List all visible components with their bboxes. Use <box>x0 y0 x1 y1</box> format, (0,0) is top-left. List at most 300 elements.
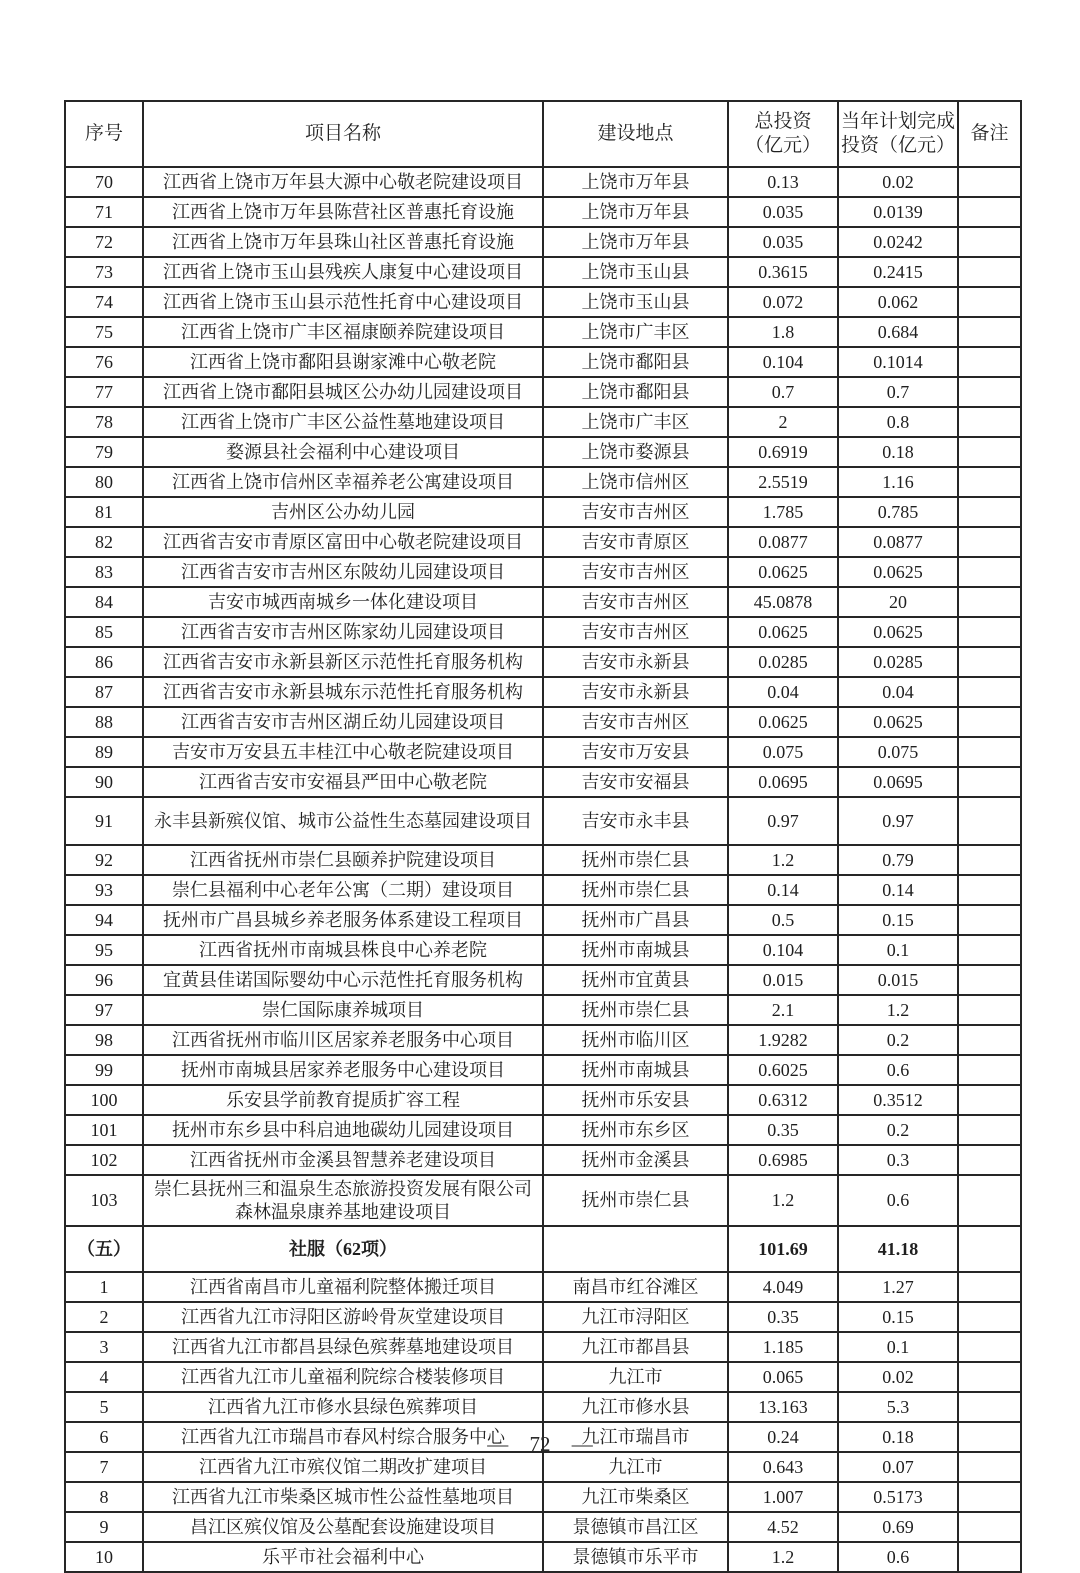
table-row <box>65 737 1021 767</box>
table-row <box>65 557 1021 587</box>
table-row <box>65 197 1021 227</box>
column-header-location: 建设地点 <box>543 101 728 167</box>
cell-location: 吉安市永新县 <box>543 677 728 707</box>
cell-total-investment: 0.6919 <box>728 437 838 467</box>
cell-remark <box>958 1512 1021 1542</box>
cell-location: 上饶市婺源县 <box>543 437 728 467</box>
cell-project-name: 江西省九江市瑞昌市春风村综合服务中心 <box>143 1422 543 1452</box>
cell-remark <box>958 1362 1021 1392</box>
cell-annual-investment: 0.07 <box>838 1452 958 1482</box>
table-row <box>65 407 1021 437</box>
cell-location: 上饶市万年县 <box>543 167 728 197</box>
cell-annual-investment: 0.0139 <box>838 197 958 227</box>
cell-annual-investment: 0.6 <box>838 1542 958 1572</box>
cell-serial: 1 <box>65 1272 143 1302</box>
cell-location: 上饶市玉山县 <box>543 287 728 317</box>
cell-location: 上饶市广丰区 <box>543 317 728 347</box>
cell-total-investment: 0.0695 <box>728 767 838 797</box>
cell-serial: 9 <box>65 1512 143 1542</box>
cell-remark <box>958 995 1021 1025</box>
cell-serial: 89 <box>65 737 143 767</box>
cell-location: 抚州市崇仁县 <box>543 1175 728 1226</box>
table-row <box>65 317 1021 347</box>
cell-serial: 103 <box>65 1175 143 1226</box>
cell-project-name: 江西省上饶市信州区幸福养老公寓建设项目 <box>143 467 543 497</box>
cell-project-name: 江西省上饶市玉山县示范性托育中心建设项目 <box>143 287 543 317</box>
cell-total-investment: 0.97 <box>728 797 838 845</box>
cell-serial: 73 <box>65 257 143 287</box>
cell-serial: 79 <box>65 437 143 467</box>
table-row <box>65 1175 1021 1226</box>
cell-location: 吉安市青原区 <box>543 527 728 557</box>
cell-remark <box>958 197 1021 227</box>
cell-project-name: 江西省上饶市广丰区福康颐养院建设项目 <box>143 317 543 347</box>
cell-remark <box>958 1302 1021 1332</box>
cell-remark <box>958 1085 1021 1115</box>
cell-annual-investment: 0.062 <box>838 287 958 317</box>
cell-annual-investment: 0.15 <box>838 1302 958 1332</box>
cell-serial: 7 <box>65 1452 143 1482</box>
cell-serial: 83 <box>65 557 143 587</box>
cell-location: 南昌市红谷滩区 <box>543 1272 728 1302</box>
cell-total-investment: 0.3615 <box>728 257 838 287</box>
cell-serial: 100 <box>65 1085 143 1115</box>
table-row <box>65 527 1021 557</box>
cell-location: 上饶市鄱阳县 <box>543 347 728 377</box>
table-row <box>65 647 1021 677</box>
table-row <box>65 767 1021 797</box>
cell-project-name: 抚州市广昌县城乡养老服务体系建设工程项目 <box>143 905 543 935</box>
table-row <box>65 287 1021 317</box>
cell-project-name: 崇仁县福利中心老年公寓（二期）建设项目 <box>143 875 543 905</box>
cell-total-investment: 0.0625 <box>728 617 838 647</box>
cell-project-name: 婺源县社会福利中心建设项目 <box>143 437 543 467</box>
table-row <box>65 347 1021 377</box>
cell-total-investment: 0.35 <box>728 1302 838 1332</box>
cell-serial: 8 <box>65 1482 143 1512</box>
cell-annual-investment: 0.3512 <box>838 1085 958 1115</box>
cell-total-investment: 0.065 <box>728 1362 838 1392</box>
header-row <box>65 101 1021 167</box>
cell-location: 吉安市吉州区 <box>543 497 728 527</box>
cell-location: 九江市柴桑区 <box>543 1482 728 1512</box>
cell-location: 上饶市鄱阳县 <box>543 377 728 407</box>
cell-total-investment: 1.185 <box>728 1332 838 1362</box>
cell-project-name: 江西省吉安市吉州区陈家幼儿园建设项目 <box>143 617 543 647</box>
cell-remark <box>958 797 1021 845</box>
cell-project-name: 永丰县新殡仪馆、城市公益性生态墓园建设项目 <box>143 797 543 845</box>
cell-serial: 82 <box>65 527 143 557</box>
annual-investment-label-line2: 投资（亿元） <box>841 135 956 156</box>
table-row <box>65 227 1021 257</box>
cell-serial: 88 <box>65 707 143 737</box>
cell-serial: 91 <box>65 797 143 845</box>
cell-serial: 95 <box>65 935 143 965</box>
cell-project-name: 江西省抚州市南城县株良中心养老院 <box>143 935 543 965</box>
cell-remark <box>958 767 1021 797</box>
cell-remark <box>958 1055 1021 1085</box>
cell-annual-investment: 0.2 <box>838 1115 958 1145</box>
column-header-total-investment <box>728 101 838 167</box>
cell-total-investment: 1.9282 <box>728 1025 838 1055</box>
cell-location <box>543 1226 728 1272</box>
cell-remark <box>958 257 1021 287</box>
cell-annual-investment: 0.02 <box>838 1362 958 1392</box>
cell-annual-investment: 0.0625 <box>838 557 958 587</box>
cell-project-name: 江西省吉安市吉州区湖丘幼儿园建设项目 <box>143 707 543 737</box>
table-row <box>65 965 1021 995</box>
cell-total-investment: 1.2 <box>728 845 838 875</box>
cell-project-name: 江西省九江市殡仪馆二期改扩建项目 <box>143 1452 543 1482</box>
cell-remark <box>958 1175 1021 1226</box>
table-row <box>65 935 1021 965</box>
cell-total-investment: 0.14 <box>728 875 838 905</box>
table-row <box>65 905 1021 935</box>
cell-remark <box>958 1115 1021 1145</box>
cell-remark <box>958 1145 1021 1175</box>
cell-location: 抚州市南城县 <box>543 935 728 965</box>
cell-project-name: 江西省吉安市永新县城东示范性托育服务机构 <box>143 677 543 707</box>
cell-annual-investment: 1.27 <box>838 1272 958 1302</box>
cell-project-name: 江西省吉安市吉州区东陂幼儿园建设项目 <box>143 557 543 587</box>
cell-annual-investment: 0.015 <box>838 965 958 995</box>
cell-total-investment: 0.015 <box>728 965 838 995</box>
cell-remark <box>958 845 1021 875</box>
cell-annual-investment: 0.0625 <box>838 707 958 737</box>
cell-annual-investment: 0.7 <box>838 377 958 407</box>
cell-annual-investment: 0.2 <box>838 1025 958 1055</box>
cell-location: 吉安市吉州区 <box>543 707 728 737</box>
cell-location: 九江市 <box>543 1452 728 1482</box>
cell-location: 吉安市永丰县 <box>543 797 728 845</box>
cell-remark <box>958 677 1021 707</box>
cell-annual-investment: 0.97 <box>838 797 958 845</box>
cell-remark <box>958 1025 1021 1055</box>
cell-project-name: 社服（62项） <box>143 1226 543 1272</box>
cell-project-name: 乐平市社会福利中心 <box>143 1542 543 1572</box>
cell-location: 上饶市信州区 <box>543 467 728 497</box>
cell-annual-investment: 0.14 <box>838 875 958 905</box>
cell-annual-investment: 0.075 <box>838 737 958 767</box>
cell-project-name: 昌江区殡仪馆及公墓配套设施建设项目 <box>143 1512 543 1542</box>
cell-location: 九江市都昌县 <box>543 1332 728 1362</box>
cell-serial: 81 <box>65 497 143 527</box>
table-row <box>65 1025 1021 1055</box>
cell-remark <box>958 1482 1021 1512</box>
cell-remark <box>958 1226 1021 1272</box>
cell-annual-investment: 0.5173 <box>838 1482 958 1512</box>
cell-annual-investment: 0.1014 <box>838 347 958 377</box>
cell-location: 抚州市金溪县 <box>543 1145 728 1175</box>
table-row <box>65 1085 1021 1115</box>
column-header-remark: 备注 <box>958 101 1021 167</box>
cell-remark <box>958 557 1021 587</box>
cell-location: 九江市浔阳区 <box>543 1302 728 1332</box>
cell-remark <box>958 707 1021 737</box>
cell-project-name: 江西省吉安市安福县严田中心敬老院 <box>143 767 543 797</box>
cell-annual-investment: 0.79 <box>838 845 958 875</box>
cell-remark <box>958 935 1021 965</box>
cell-location: 上饶市广丰区 <box>543 407 728 437</box>
table-row <box>65 1115 1021 1145</box>
cell-project-name: 江西省上饶市万年县珠山社区普惠托育设施 <box>143 227 543 257</box>
annual-investment-label-line1: 当年计划完成 <box>841 111 956 133</box>
cell-serial: 2 <box>65 1302 143 1332</box>
cell-remark <box>958 437 1021 467</box>
cell-remark <box>958 347 1021 377</box>
cell-project-name: 抚州市东乡县中科启迪地碳幼儿园建设项目 <box>143 1115 543 1145</box>
cell-remark <box>958 1542 1021 1572</box>
cell-annual-investment: 0.04 <box>838 677 958 707</box>
cell-remark <box>958 167 1021 197</box>
cell-remark <box>958 497 1021 527</box>
cell-serial: 80 <box>65 467 143 497</box>
cell-annual-investment: 0.1 <box>838 1332 958 1362</box>
cell-serial: 84 <box>65 587 143 617</box>
cell-remark <box>958 905 1021 935</box>
cell-project-name: 江西省上饶市万年县大源中心敬老院建设项目 <box>143 167 543 197</box>
cell-total-investment: 0.6985 <box>728 1145 838 1175</box>
column-header-serial: 序号 <box>65 101 143 167</box>
table-row <box>65 437 1021 467</box>
cell-remark <box>958 407 1021 437</box>
cell-annual-investment: 1.2 <box>838 995 958 1025</box>
cell-annual-investment: 0.18 <box>838 437 958 467</box>
table-row <box>65 467 1021 497</box>
cell-project-name: 抚州市南城县居家养老服务中心建设项目 <box>143 1055 543 1085</box>
cell-annual-investment: 1.16 <box>838 467 958 497</box>
cell-total-investment: 0.104 <box>728 347 838 377</box>
total-investment-label-line2: （亿元） <box>744 135 821 156</box>
cell-location: 上饶市万年县 <box>543 197 728 227</box>
cell-location: 吉安市吉州区 <box>543 557 728 587</box>
cell-annual-investment: 0.0285 <box>838 647 958 677</box>
cell-remark <box>958 1332 1021 1362</box>
cell-project-name: 江西省上饶市万年县陈营社区普惠托育设施 <box>143 197 543 227</box>
cell-project-name: 江西省九江市浔阳区游岭骨灰堂建设项目 <box>143 1302 543 1332</box>
cell-location: 上饶市玉山县 <box>543 257 728 287</box>
cell-serial: 5 <box>65 1392 143 1422</box>
cell-project-name: 吉安市万安县五丰桂江中心敬老院建设项目 <box>143 737 543 767</box>
cell-annual-investment: 0.6 <box>838 1175 958 1226</box>
table-row <box>65 617 1021 647</box>
table-row <box>65 377 1021 407</box>
cell-serial: 93 <box>65 875 143 905</box>
cell-serial: 94 <box>65 905 143 935</box>
table-row <box>65 1392 1021 1422</box>
cell-serial: 87 <box>65 677 143 707</box>
table-row <box>65 875 1021 905</box>
cell-total-investment: 0.035 <box>728 197 838 227</box>
cell-serial: 101 <box>65 1115 143 1145</box>
cell-annual-investment: 0.8 <box>838 407 958 437</box>
cell-annual-investment: 0.69 <box>838 1512 958 1542</box>
cell-project-name: 吉州区公办幼儿园 <box>143 497 543 527</box>
cell-serial: 77 <box>65 377 143 407</box>
cell-serial: 74 <box>65 287 143 317</box>
cell-remark <box>958 227 1021 257</box>
table-row <box>65 707 1021 737</box>
cell-serial: 71 <box>65 197 143 227</box>
cell-annual-investment: 0.15 <box>838 905 958 935</box>
table-row <box>65 1055 1021 1085</box>
cell-location: 抚州市崇仁县 <box>543 875 728 905</box>
table-row <box>65 677 1021 707</box>
cell-total-investment: 13.163 <box>728 1392 838 1422</box>
cell-annual-investment: 0.1 <box>838 935 958 965</box>
cell-total-investment: 1.007 <box>728 1482 838 1512</box>
cell-serial: 76 <box>65 347 143 377</box>
table-row <box>65 995 1021 1025</box>
cell-location: 吉安市吉州区 <box>543 617 728 647</box>
cell-serial: 72 <box>65 227 143 257</box>
cell-location: 吉安市吉州区 <box>543 587 728 617</box>
table-row <box>65 1145 1021 1175</box>
cell-total-investment: 0.0625 <box>728 707 838 737</box>
table-body <box>65 167 1021 1572</box>
cell-serial: 90 <box>65 767 143 797</box>
cell-location: 抚州市宜黄县 <box>543 965 728 995</box>
cell-serial: 6 <box>65 1422 143 1452</box>
cell-location: 抚州市东乡区 <box>543 1115 728 1145</box>
cell-project-name: 江西省上饶市鄱阳县城区公办幼儿园建设项目 <box>143 377 543 407</box>
cell-remark <box>958 617 1021 647</box>
cell-project-name: 江西省上饶市广丰区公益性墓地建设项目 <box>143 407 543 437</box>
cell-location: 抚州市南城县 <box>543 1055 728 1085</box>
cell-total-investment: 0.0285 <box>728 647 838 677</box>
table-row <box>65 167 1021 197</box>
cell-total-investment: 4.049 <box>728 1272 838 1302</box>
cell-serial: 99 <box>65 1055 143 1085</box>
cell-total-investment: 0.7 <box>728 377 838 407</box>
table-row <box>65 1482 1021 1512</box>
projects-table <box>64 100 1022 1573</box>
column-header-annual-investment <box>838 101 958 167</box>
cell-serial: 70 <box>65 167 143 197</box>
cell-serial: 75 <box>65 317 143 347</box>
cell-annual-investment: 0.0877 <box>838 527 958 557</box>
page-number: — 72 — <box>487 1432 593 1456</box>
cell-total-investment: 0.643 <box>728 1452 838 1482</box>
cell-total-investment: 1.2 <box>728 1542 838 1572</box>
cell-remark <box>958 875 1021 905</box>
cell-serial: 98 <box>65 1025 143 1055</box>
cell-total-investment: 0.075 <box>728 737 838 767</box>
cell-remark <box>958 647 1021 677</box>
cell-location: 抚州市崇仁县 <box>543 995 728 1025</box>
cell-serial: 97 <box>65 995 143 1025</box>
table-row <box>65 1542 1021 1572</box>
cell-project-name: 宜黄县佳诺国际婴幼中心示范性托育服务机构 <box>143 965 543 995</box>
cell-project-name: 乐安县学前教育提质扩容工程 <box>143 1085 543 1115</box>
cell-total-investment: 0.6312 <box>728 1085 838 1115</box>
cell-remark <box>958 1272 1021 1302</box>
table-row <box>65 1272 1021 1302</box>
cell-annual-investment: 5.3 <box>838 1392 958 1422</box>
cell-total-investment: 1.2 <box>728 1175 838 1226</box>
cell-total-investment: 0.0625 <box>728 557 838 587</box>
cell-remark <box>958 467 1021 497</box>
cell-total-investment: 0.0877 <box>728 527 838 557</box>
cell-total-investment: 2 <box>728 407 838 437</box>
table-row <box>65 1362 1021 1392</box>
table-row <box>65 1302 1021 1332</box>
cell-project-name: 崇仁县抚州三和温泉生态旅游投资发展有限公司森林温泉康养基地建设项目 <box>143 1175 543 1226</box>
cell-total-investment: 0.072 <box>728 287 838 317</box>
cell-location: 抚州市临川区 <box>543 1025 728 1055</box>
total-investment-label-line1: 总投资 <box>754 111 812 133</box>
cell-total-investment: 0.35 <box>728 1115 838 1145</box>
table-row <box>65 587 1021 617</box>
cell-serial: 85 <box>65 617 143 647</box>
cell-annual-investment: 0.02 <box>838 167 958 197</box>
table-row <box>65 845 1021 875</box>
cell-location: 九江市修水县 <box>543 1392 728 1422</box>
cell-annual-investment: 0.0695 <box>838 767 958 797</box>
cell-serial: 4 <box>65 1362 143 1392</box>
cell-annual-investment: 41.18 <box>838 1226 958 1272</box>
cell-annual-investment: 0.684 <box>838 317 958 347</box>
table-row <box>65 257 1021 287</box>
cell-serial: 92 <box>65 845 143 875</box>
cell-project-name: 江西省抚州市崇仁县颐养护院建设项目 <box>143 845 543 875</box>
cell-project-name: 江西省吉安市永新县新区示范性托育服务机构 <box>143 647 543 677</box>
cell-total-investment: 0.24 <box>728 1422 838 1452</box>
cell-project-name: 江西省上饶市鄱阳县谢家滩中心敬老院 <box>143 347 543 377</box>
cell-project-name: 江西省南昌市儿童福利院整体搬迁项目 <box>143 1272 543 1302</box>
cell-total-investment: 1.8 <box>728 317 838 347</box>
cell-annual-investment: 0.18 <box>838 1422 958 1452</box>
cell-annual-investment: 20 <box>838 587 958 617</box>
cell-location: 吉安市安福县 <box>543 767 728 797</box>
cell-location: 上饶市万年县 <box>543 227 728 257</box>
cell-annual-investment: 0.785 <box>838 497 958 527</box>
cell-serial: 86 <box>65 647 143 677</box>
cell-project-name: 吉安市城西南城乡一体化建设项目 <box>143 587 543 617</box>
cell-location: 吉安市万安县 <box>543 737 728 767</box>
cell-total-investment: 1.785 <box>728 497 838 527</box>
section-row <box>65 1226 1021 1272</box>
cell-remark <box>958 737 1021 767</box>
cell-total-investment: 2.5519 <box>728 467 838 497</box>
cell-project-name: 江西省九江市修水县绿色殡葬项目 <box>143 1392 543 1422</box>
cell-project-name: 崇仁国际康养城项目 <box>143 995 543 1025</box>
table-row <box>65 497 1021 527</box>
cell-total-investment: 4.52 <box>728 1512 838 1542</box>
cell-serial: （五） <box>65 1226 143 1272</box>
cell-serial: 78 <box>65 407 143 437</box>
cell-location: 九江市瑞昌市 <box>543 1422 728 1452</box>
cell-total-investment: 101.69 <box>728 1226 838 1272</box>
cell-project-name: 江西省吉安市青原区富田中心敬老院建设项目 <box>143 527 543 557</box>
table-row <box>65 1512 1021 1542</box>
cell-serial: 102 <box>65 1145 143 1175</box>
cell-remark <box>958 587 1021 617</box>
column-header-project-name: 项目名称 <box>143 101 543 167</box>
cell-annual-investment: 0.2415 <box>838 257 958 287</box>
cell-remark <box>958 317 1021 347</box>
cell-annual-investment: 0.0242 <box>838 227 958 257</box>
cell-location: 抚州市崇仁县 <box>543 845 728 875</box>
cell-annual-investment: 0.6 <box>838 1055 958 1085</box>
cell-remark <box>958 377 1021 407</box>
cell-total-investment: 0.04 <box>728 677 838 707</box>
cell-location: 抚州市广昌县 <box>543 905 728 935</box>
cell-project-name: 江西省抚州市临川区居家养老服务中心项目 <box>143 1025 543 1055</box>
cell-location: 九江市 <box>543 1362 728 1392</box>
cell-total-investment: 45.0878 <box>728 587 838 617</box>
cell-remark <box>958 527 1021 557</box>
